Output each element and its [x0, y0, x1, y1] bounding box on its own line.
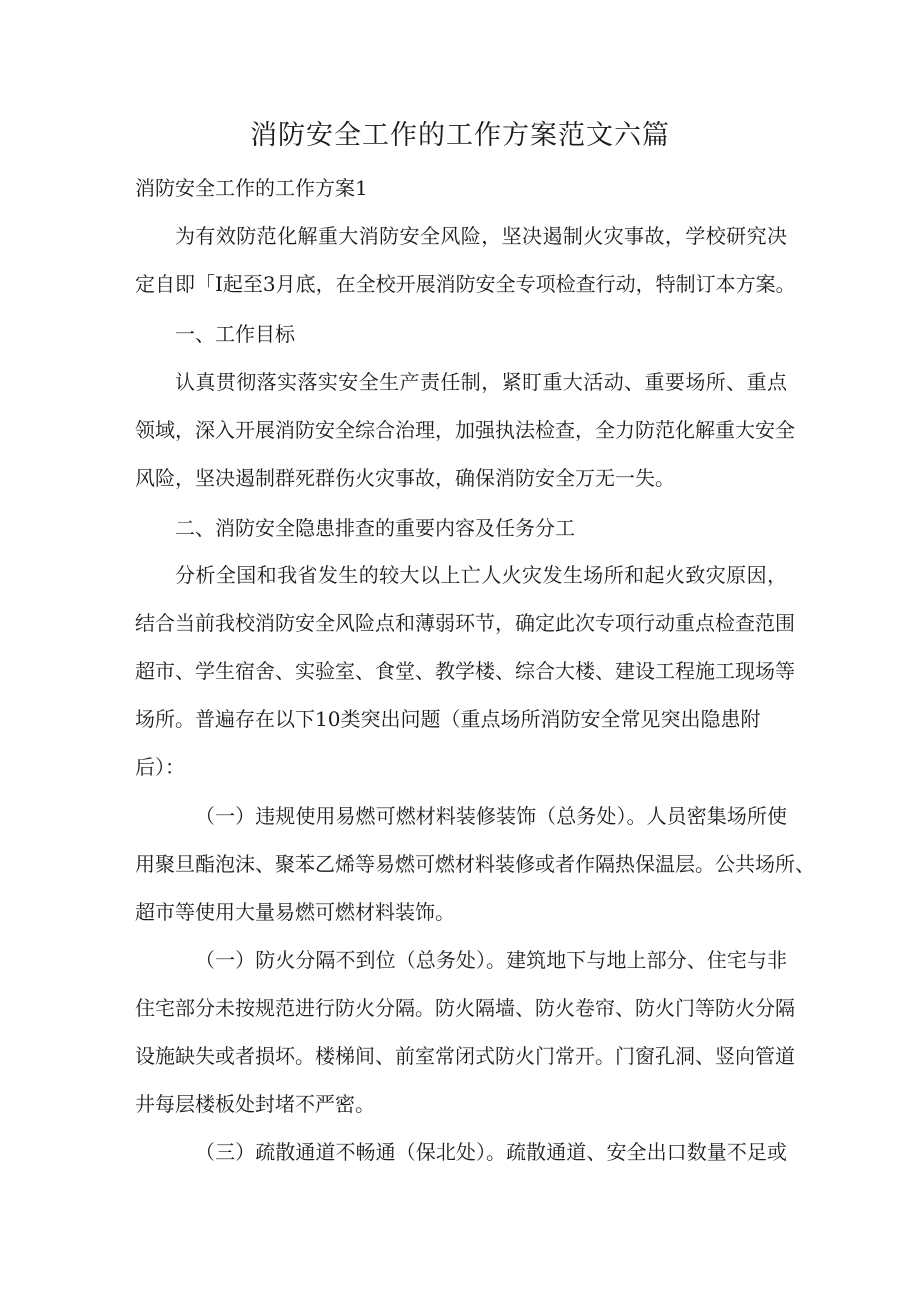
subheading: 二、消防安全隐患排查的重要内容及任务分工 — [175, 516, 575, 540]
paragraph-line: 井每层楼板处封堵不严密。 — [135, 1092, 375, 1116]
paragraph-line: 为有效防范化解重大消防安全风险，坚决遏制火灾事故，学校研究决 — [175, 224, 787, 248]
paragraph-line: 定自即「I起至3月底，在全校开展消防安全专项检查行动，特制订本方案。 — [135, 272, 796, 296]
paragraph-line: 后）： — [135, 755, 185, 779]
paragraph-line: 场所。普遍存在以下10类突出问题（重点场所消防安全常见突出隐患附 — [135, 707, 761, 731]
paragraph-line: （三）疏散通道不畅通（保北处）。疏散通道、安全出口数量不足或 — [195, 1140, 787, 1164]
subheading: 一、工作目标 — [175, 322, 295, 346]
paragraph-line: 风险，坚决遏制群死群伤火灾事故，确保消防安全万无一失。 — [135, 466, 675, 490]
section-heading: 消防安全工作的工作方案1 — [135, 176, 368, 200]
paragraph-line: 超市等使用大量易燃可燃材料装饰。 — [135, 900, 455, 924]
paragraph-line: 超市、学生宿舍、实验室、食堂、教学楼、综合大楼、建设工程施工现场等 — [135, 659, 795, 683]
paragraph-line: （一）违规使用易燃可燃材料装修装饰（总务处）。人员密集场所使 — [195, 804, 787, 828]
paragraph-line: 设施缺失或者损坏。楼梯间、前室常闭式防火门常开。门窗孔洞、竖向管道 — [135, 1044, 795, 1068]
document-title: 消防安全工作的工作方案范文六篇 — [250, 120, 670, 151]
paragraph-line: 结合当前我校消防安全风险点和薄弱环节，确定此次专项行动重点检查范围 — [135, 611, 795, 635]
paragraph-line: 认真贯彻落实落实安全生产责任制，紧盯重大活动、重要场所、重点 — [175, 370, 787, 394]
paragraph-line: （一）防火分隔不到位（总务处）。建筑地下与地上部分、住宅与非 — [195, 948, 787, 972]
paragraph-line: 领域，深入开展消防安全综合治理，加强执法检查，全力防范化解重大安全 — [135, 418, 795, 442]
paragraph-line: 住宅部分未按规范进行防火分隔。防火隔墙、防火卷帘、防火门等防火分隔 — [135, 996, 795, 1020]
paragraph-line: 分析全国和我省发生的较大以上亡人火灾发生场所和起火致灾原因， — [175, 563, 787, 587]
paragraph-line: 用聚旦酯泡沫、聚苯乙烯等易燃可燃材料装修或者作隔热保温层。公共场所、 — [135, 852, 815, 876]
